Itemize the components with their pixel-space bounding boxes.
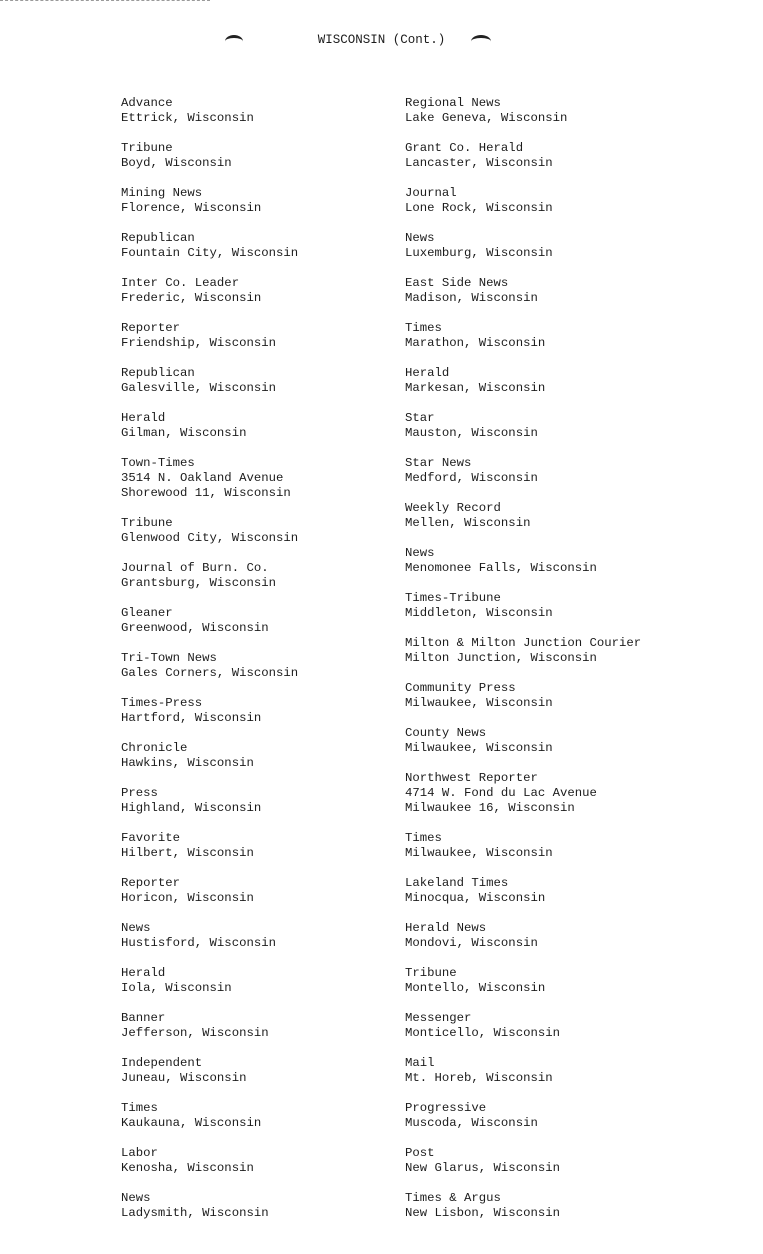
newspaper-address-line: Shorewood 11, Wisconsin [121, 486, 291, 500]
newspaper-entry [121, 876, 391, 906]
newspaper-entry [405, 546, 750, 576]
newspaper-address-line: Greenwood, Wisconsin [121, 621, 269, 635]
newspaper-name: Times-Press [121, 696, 203, 710]
newspaper-entry [405, 366, 750, 396]
newspaper-name: Mail [405, 1056, 435, 1070]
page-title: WISCONSIN (Cont.) [317, 33, 446, 47]
newspaper-entry [121, 366, 391, 396]
newspaper-entry [405, 231, 750, 261]
newspaper-address-line: Milwaukee, Wisconsin [405, 696, 553, 710]
left-column [121, 96, 391, 1236]
newspaper-entry [121, 96, 391, 126]
newspaper-name: Times [121, 1101, 158, 1115]
newspaper-address-line: Gilman, Wisconsin [121, 426, 247, 440]
newspaper-name: Journal [405, 186, 457, 200]
newspaper-entry [121, 921, 391, 951]
newspaper-entry [121, 1101, 391, 1131]
newspaper-name: Reporter [121, 876, 181, 890]
newspaper-address-line: Mondovi, Wisconsin [405, 936, 538, 950]
newspaper-address-line: Horicon, Wisconsin [121, 891, 254, 905]
newspaper-entry [121, 831, 391, 861]
newspaper-name: Community Press [405, 681, 516, 695]
newspaper-address-line: Lancaster, Wisconsin [405, 156, 553, 170]
newspaper-name: Star News [405, 456, 472, 470]
newspaper-entry [121, 516, 391, 546]
newspaper-name: Town-Times [121, 456, 195, 470]
newspaper-address-line: Milwaukee 16, Wisconsin [405, 801, 575, 815]
newspaper-address-line: New Lisbon, Wisconsin [405, 1206, 560, 1220]
newspaper-name: Tribune [121, 141, 173, 155]
newspaper-address-line: Monticello, Wisconsin [405, 1026, 560, 1040]
newspaper-address-line: Highland, Wisconsin [121, 801, 262, 815]
newspaper-address-line: 3514 N. Oakland Avenue [121, 471, 284, 485]
newspaper-address-line: Hartford, Wisconsin [121, 711, 262, 725]
newspaper-name: Herald [405, 366, 450, 380]
newspaper-address-line: Marathon, Wisconsin [405, 336, 546, 350]
newspaper-address-line: Minocqua, Wisconsin [405, 891, 546, 905]
newspaper-entry [405, 1011, 750, 1041]
newspaper-address-line: Galesville, Wisconsin [121, 381, 276, 395]
newspaper-name: Journal of Burn. Co. [121, 561, 269, 575]
newspaper-entry [405, 411, 750, 441]
newspaper-entry [405, 1191, 750, 1221]
newspaper-address-line: Medford, Wisconsin [405, 471, 538, 485]
right-bracket-mark [471, 35, 491, 48]
newspaper-address-line: Lone Rock, Wisconsin [405, 201, 553, 215]
newspaper-entry [121, 231, 391, 261]
newspaper-entry [121, 1056, 391, 1086]
newspaper-address-line: Middleton, Wisconsin [405, 606, 553, 620]
newspaper-entry [121, 321, 391, 351]
newspaper-entry [121, 276, 391, 306]
newspaper-name: Star [405, 411, 435, 425]
newspaper-entry [121, 696, 391, 726]
newspaper-entry [121, 786, 391, 816]
newspaper-entry [121, 141, 391, 171]
newspaper-name: Regional News [405, 96, 501, 110]
newspaper-name: Independent [121, 1056, 203, 1070]
newspaper-name: Press [121, 786, 158, 800]
newspaper-address-line: Kenosha, Wisconsin [121, 1161, 254, 1175]
newspaper-name: Messenger [405, 1011, 472, 1025]
newspaper-entry [405, 876, 750, 906]
newspaper-name: Republican [121, 231, 195, 245]
newspaper-entry [405, 591, 750, 621]
newspaper-address-line: Mauston, Wisconsin [405, 426, 538, 440]
newspaper-address-line: Markesan, Wisconsin [405, 381, 546, 395]
newspaper-address-line: Ladysmith, Wisconsin [121, 1206, 269, 1220]
newspaper-address-line: New Glarus, Wisconsin [405, 1161, 560, 1175]
newspaper-entry [121, 561, 391, 591]
newspaper-entry [121, 456, 391, 501]
newspaper-name: Herald News [405, 921, 487, 935]
newspaper-address-line: Fountain City, Wisconsin [121, 246, 299, 260]
newspaper-entry [405, 141, 750, 171]
newspaper-address-line: Florence, Wisconsin [121, 201, 262, 215]
newspaper-name: Times & Argus [405, 1191, 501, 1205]
newspaper-address-line: Kaukauna, Wisconsin [121, 1116, 262, 1130]
newspaper-address-line: Hustisford, Wisconsin [121, 936, 276, 950]
newspaper-name: Tri-Town News [121, 651, 217, 665]
newspaper-address-line: Menomonee Falls, Wisconsin [405, 561, 597, 575]
newspaper-entry [405, 771, 750, 816]
newspaper-address-line: Gales Corners, Wisconsin [121, 666, 299, 680]
newspaper-name: Times [405, 321, 442, 335]
newspaper-entry [121, 411, 391, 441]
newspaper-name: Mining News [121, 186, 203, 200]
newspaper-address-line: Madison, Wisconsin [405, 291, 538, 305]
newspaper-name: Post [405, 1146, 435, 1160]
newspaper-address-line: Juneau, Wisconsin [121, 1071, 247, 1085]
newspaper-address-line: Luxemburg, Wisconsin [405, 246, 553, 260]
newspaper-entry [121, 1191, 391, 1221]
top-dashed-rule [0, 0, 210, 4]
newspaper-entry [405, 186, 750, 216]
newspaper-address-line: Hilbert, Wisconsin [121, 846, 254, 860]
newspaper-address-line: Milwaukee, Wisconsin [405, 846, 553, 860]
newspaper-address-line: Hawkins, Wisconsin [121, 756, 254, 770]
newspaper-address-line: Grantsburg, Wisconsin [121, 576, 276, 590]
newspaper-name: County News [405, 726, 487, 740]
newspaper-address-line: Glenwood City, Wisconsin [121, 531, 299, 545]
newspaper-name: Times [405, 831, 442, 845]
newspaper-entry [405, 456, 750, 486]
newspaper-entry [405, 1146, 750, 1176]
newspaper-name: News [121, 921, 151, 935]
newspaper-entry [405, 966, 750, 996]
newspaper-address-line: Montello, Wisconsin [405, 981, 546, 995]
newspaper-entry [121, 1146, 391, 1176]
newspaper-entry [405, 1056, 750, 1086]
newspaper-address-line: Jefferson, Wisconsin [121, 1026, 269, 1040]
newspaper-name: Inter Co. Leader [121, 276, 240, 290]
newspaper-name: Lakeland Times [405, 876, 509, 890]
newspaper-name: Reporter [121, 321, 181, 335]
newspaper-entry [121, 186, 391, 216]
newspaper-address-line: Mellen, Wisconsin [405, 516, 531, 530]
newspaper-entry [405, 1101, 750, 1131]
newspaper-entry [405, 276, 750, 306]
newspaper-address-line: Milton Junction, Wisconsin [405, 651, 597, 665]
newspaper-address-line: Ettrick, Wisconsin [121, 111, 254, 125]
newspaper-name: Times-Tribune [405, 591, 501, 605]
newspaper-name: Banner [121, 1011, 166, 1025]
right-column [405, 96, 750, 1236]
newspaper-name: News [121, 1191, 151, 1205]
newspaper-address-line: Friendship, Wisconsin [121, 336, 276, 350]
newspaper-entry [405, 501, 750, 531]
newspaper-name: Progressive [405, 1101, 487, 1115]
newspaper-entry [405, 726, 750, 756]
newspaper-name: Gleaner [121, 606, 173, 620]
newspaper-name: Weekly Record [405, 501, 501, 515]
newspaper-entry [121, 606, 391, 636]
newspaper-entry [405, 636, 750, 666]
newspaper-name: Grant Co. Herald [405, 141, 524, 155]
newspaper-address-line: Lake Geneva, Wisconsin [405, 111, 568, 125]
newspaper-name: Tribune [121, 516, 173, 530]
newspaper-entry [405, 921, 750, 951]
newspaper-name: Herald [121, 966, 166, 980]
newspaper-name: Advance [121, 96, 173, 110]
newspaper-entry [405, 321, 750, 351]
newspaper-address-line: Boyd, Wisconsin [121, 156, 232, 170]
newspaper-name: Republican [121, 366, 195, 380]
newspaper-name: News [405, 546, 435, 560]
newspaper-entry [121, 741, 391, 771]
newspaper-entry [405, 831, 750, 861]
newspaper-entry [405, 681, 750, 711]
newspaper-name: Chronicle [121, 741, 188, 755]
newspaper-name: Tribune [405, 966, 457, 980]
newspaper-address-line: 4714 W. Fond du Lac Avenue [405, 786, 597, 800]
newspaper-address-line: Muscoda, Wisconsin [405, 1116, 538, 1130]
newspaper-name: Herald [121, 411, 166, 425]
newspaper-name: Milton & Milton Junction Courier [405, 636, 642, 650]
newspaper-entry [405, 96, 750, 126]
newspaper-entry [121, 651, 391, 681]
newspaper-entry [121, 1011, 391, 1041]
newspaper-entry [121, 966, 391, 996]
newspaper-name: Northwest Reporter [405, 771, 538, 785]
newspaper-address-line: Frederic, Wisconsin [121, 291, 262, 305]
newspaper-address-line: Mt. Horeb, Wisconsin [405, 1071, 553, 1085]
newspaper-address-line: Iola, Wisconsin [121, 981, 232, 995]
newspaper-name: News [405, 231, 435, 245]
newspaper-address-line: Milwaukee, Wisconsin [405, 741, 553, 755]
newspaper-name: Labor [121, 1146, 158, 1160]
newspaper-name: Favorite [121, 831, 181, 845]
newspaper-name: East Side News [405, 276, 509, 290]
